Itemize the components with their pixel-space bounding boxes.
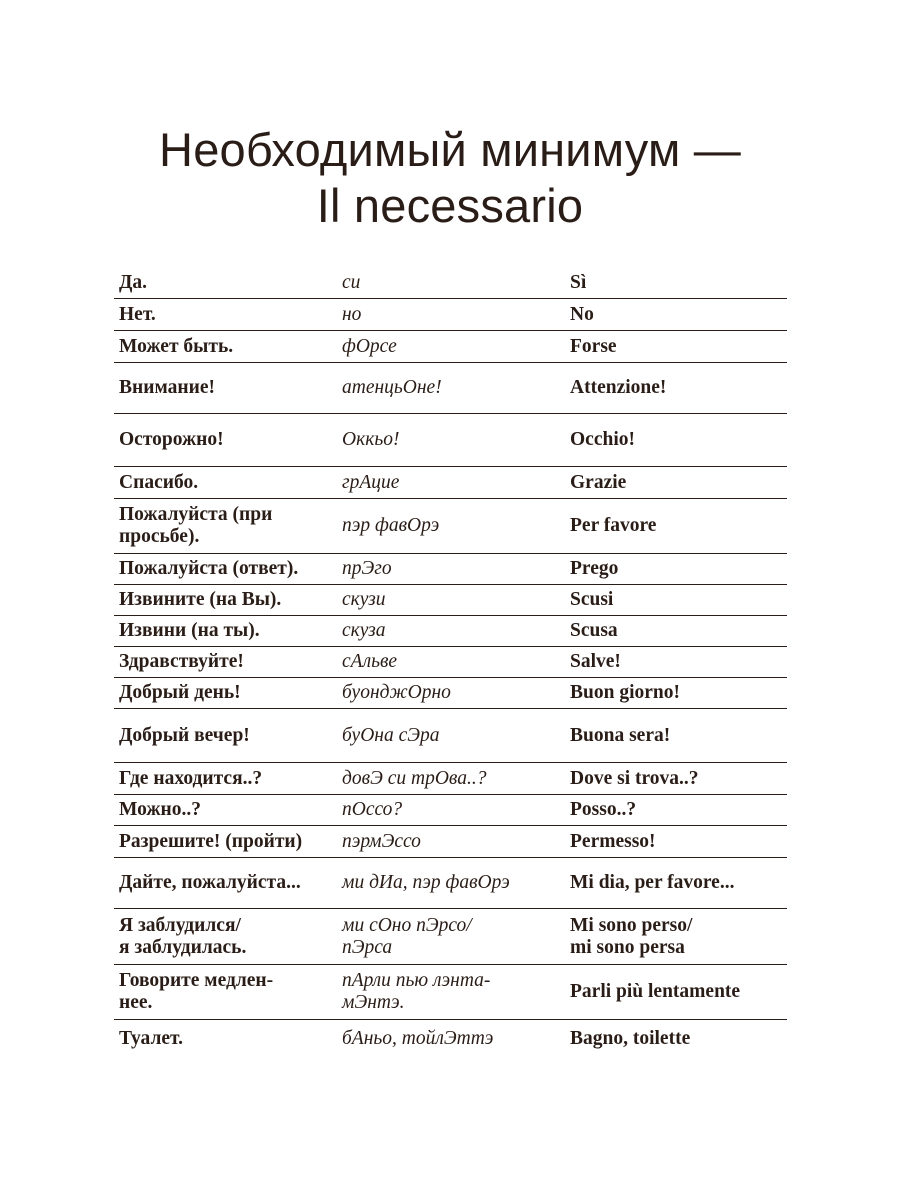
russian-phrase: Где находится..? bbox=[119, 767, 263, 789]
pronunciation: грАцие bbox=[342, 471, 400, 493]
italian-phrase: No bbox=[570, 303, 594, 325]
italian-phrase: Bagno, toilette bbox=[570, 1028, 691, 1049]
pronunciation: буонджОрно bbox=[342, 682, 451, 703]
russian-phrase: Пожалуйста (ответ). bbox=[119, 558, 299, 579]
italian-phrase: Mi sono perso/ mi sono persa bbox=[570, 914, 693, 958]
pronunciation: ми сОно пЭрсо/ пЭрса bbox=[342, 914, 472, 958]
table-row bbox=[114, 647, 787, 678]
italian-phrase: Attenzione! bbox=[570, 377, 667, 398]
russian-phrase: Разрешите! (пройти) bbox=[119, 830, 303, 852]
table-row bbox=[114, 467, 787, 499]
russian-phrase: Нет. bbox=[119, 303, 156, 325]
italian-phrase: Scusi bbox=[570, 589, 614, 610]
italian-phrase: Grazie bbox=[570, 471, 627, 493]
italian-phrase: Buona sera! bbox=[570, 724, 671, 746]
table-row bbox=[114, 554, 787, 585]
table-row bbox=[114, 331, 787, 363]
table-row bbox=[114, 268, 787, 299]
pronunciation: пАрли пью лэнта- мЭнтэ. bbox=[342, 970, 491, 1013]
pronunciation: Оккьо! bbox=[342, 429, 400, 450]
phrase-table bbox=[114, 268, 787, 1060]
russian-phrase: Здравствуйте! bbox=[119, 651, 244, 672]
russian-phrase: Добрый вечер! bbox=[119, 724, 250, 746]
russian-phrase: Дайте, пожалуйста... bbox=[119, 872, 301, 893]
russian-phrase: Пожалуйста (при просьбе). bbox=[119, 504, 273, 547]
table-row bbox=[114, 499, 787, 554]
russian-phrase: Я заблудился/ я заблудилась. bbox=[119, 914, 247, 958]
pronunciation: бАньо, тойлЭттэ bbox=[342, 1028, 494, 1049]
pronunciation: пэрмЭссо bbox=[342, 830, 421, 852]
table-row bbox=[114, 585, 787, 616]
italian-phrase: Permesso! bbox=[570, 830, 656, 852]
pronunciation: прЭго bbox=[342, 558, 392, 579]
italian-phrase: Posso..? bbox=[570, 799, 637, 820]
italian-phrase: Sì bbox=[570, 272, 587, 293]
russian-phrase: Извини (на ты). bbox=[119, 620, 260, 641]
table-row bbox=[114, 1020, 787, 1060]
russian-phrase: Внимание! bbox=[119, 377, 215, 398]
russian-phrase: Может быть. bbox=[119, 335, 234, 357]
russian-phrase: Извините (на Вы). bbox=[119, 589, 282, 610]
russian-phrase: Туалет. bbox=[119, 1028, 184, 1049]
russian-phrase: Можно..? bbox=[119, 799, 202, 820]
table-row bbox=[114, 763, 787, 795]
italian-phrase: Prego bbox=[570, 558, 619, 579]
italian-phrase: Forse bbox=[570, 335, 617, 357]
italian-phrase: Parli più lentamente bbox=[570, 981, 741, 1002]
table-row bbox=[114, 965, 787, 1020]
russian-phrase: Осторожно! bbox=[119, 429, 224, 450]
pronunciation: довЭ си трОва..? bbox=[342, 767, 487, 789]
title-line-1: Необходимый минимум — bbox=[159, 123, 741, 176]
table-row bbox=[114, 858, 787, 909]
pronunciation: пОссо? bbox=[342, 799, 403, 820]
italian-phrase: Salve! bbox=[570, 651, 621, 672]
italian-phrase: Scusa bbox=[570, 620, 618, 641]
russian-phrase: Добрый день! bbox=[119, 682, 241, 703]
italian-phrase: Per favore bbox=[570, 515, 657, 536]
table-row bbox=[114, 299, 787, 331]
table-row bbox=[114, 909, 787, 965]
pronunciation: атенцьОне! bbox=[342, 377, 442, 398]
italian-phrase: Mi dia, per favore... bbox=[570, 872, 735, 893]
table-row bbox=[114, 709, 787, 763]
italian-phrase: Buon giorno! bbox=[570, 682, 680, 703]
pronunciation: фОрсе bbox=[342, 335, 397, 357]
pronunciation: буОна сЭра bbox=[342, 724, 440, 746]
page-title bbox=[0, 122, 900, 234]
pronunciation: сАльве bbox=[342, 651, 398, 672]
pronunciation: но bbox=[342, 303, 362, 325]
table-row bbox=[114, 616, 787, 647]
table-row bbox=[114, 678, 787, 709]
russian-phrase: Говорите медлен- нее. bbox=[119, 970, 274, 1013]
title-line-2: Il necessario bbox=[316, 179, 584, 232]
pronunciation: ми дИа, пэр фавОрэ bbox=[342, 872, 510, 893]
pronunciation: скузи bbox=[342, 589, 386, 610]
pronunciation: си bbox=[342, 272, 361, 293]
russian-phrase: Спасибо. bbox=[119, 471, 199, 493]
pronunciation: пэр фавОрэ bbox=[342, 515, 440, 536]
table-row bbox=[114, 826, 787, 858]
italian-phrase: Dove si trova..? bbox=[570, 767, 699, 789]
table-row bbox=[114, 363, 787, 414]
pronunciation: скуза bbox=[342, 620, 386, 641]
russian-phrase: Да. bbox=[119, 272, 148, 293]
italian-phrase: Occhio! bbox=[570, 429, 635, 450]
table-row bbox=[114, 414, 787, 467]
table-row bbox=[114, 795, 787, 826]
